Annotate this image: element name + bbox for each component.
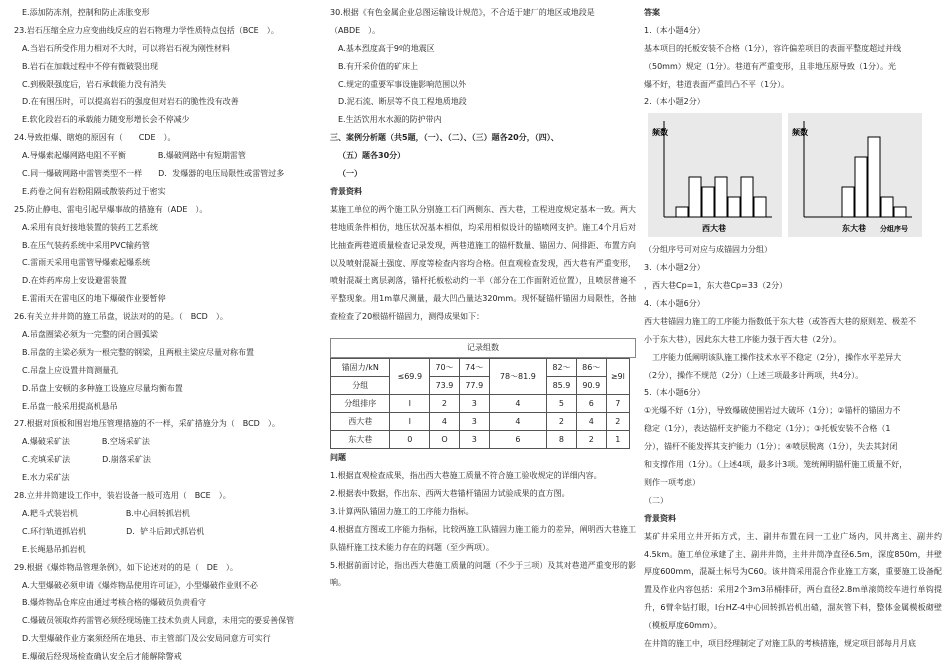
answer-line: 2.（本小题2分） xyxy=(644,97,705,107)
column-right xyxy=(644,4,942,653)
table-header-cell: 分组 xyxy=(331,377,390,395)
answer-line: 基本项目的托板安装不合格（1分），容许偏差项目的表面平整度超过并线 xyxy=(644,43,902,53)
left-col-line: E.雷雨天在雷电区的地下爆破作业要暂停 xyxy=(22,294,166,304)
questions-list xyxy=(330,467,636,592)
mid-col-line: B.有开采价值的矿床上 xyxy=(338,61,419,71)
question-item: 3.计算两队锚固力施工的工序能力指标。 xyxy=(330,506,474,516)
left-col-line: C.充填采矿法 D.崩落采矿法 xyxy=(22,455,151,465)
left-col-line: B.吊盘的主梁必须为一根完整的钢梁，且两根主梁应尽量对称布置 xyxy=(22,347,255,357)
left-col-line: E.软化段岩石的承载能力随变形增长会不停减少 xyxy=(22,115,190,125)
y-axis-label: 频数 xyxy=(652,128,668,138)
mid-col-line: 30.根据《有色金属企业总图运输设计规范》，不合适于建厂的地区或地段是 xyxy=(330,8,595,17)
table-title: 记录组数 xyxy=(330,338,636,358)
answer-line: ，西大巷Cp=1，东大巷Cp=33（2分） xyxy=(644,281,788,291)
table-cell: 4 xyxy=(489,395,546,413)
questions-label: 问题 xyxy=(330,453,346,463)
left-col-line: D.大型爆破作业方案须经所在地县、市主管部门及公安局同意方可实行 xyxy=(22,634,271,644)
table-cell: 4 xyxy=(489,413,546,431)
left-col-line: A.大型爆破必须申请《爆炸物品使用许可证》，小型爆破作业则不必 xyxy=(22,580,258,590)
table-row xyxy=(331,395,630,413)
left-col-line: C.同一爆破网路中雷管类型不一样 D．发爆器的电压局限性或雷管过多 xyxy=(22,169,285,179)
answer-block-b xyxy=(644,259,942,509)
left-col-line: 29.根据《爆炸物品管理条例》，如下论述对的的是（ DE ）。 xyxy=(14,562,238,572)
background-text-2-tail: 在井筒的施工中，项目经理制定了对施工队的考核措施，规定项目部每月月底 xyxy=(644,639,916,649)
table-cell: 3 xyxy=(459,431,489,449)
left-col-line: C.爆破员领取炸药雷管必须经现场施工技术负责人同意，未用完的要妥善保管 xyxy=(22,616,295,626)
table-header-cell: 锚固力/kN xyxy=(331,359,390,377)
histogram-west xyxy=(648,113,782,237)
left-col-line: C.吊盘上应设置井筒测量孔 xyxy=(22,365,119,375)
left-col-line: E.水力采矿法 xyxy=(22,473,70,483)
answer-line: 爆不好，巷道表面严重凹凸不平（1分）。 xyxy=(644,79,790,89)
table-header-cell: ≥9l xyxy=(606,359,629,395)
table-cell: 4 xyxy=(576,413,606,431)
table-cell: 2 xyxy=(547,413,577,431)
x-axis-label: 分组序号 xyxy=(880,225,908,234)
left-col-line: 25.防止静电、雷电引起早爆事故的措施有（ADE ）。 xyxy=(14,204,208,214)
table-header-cell: 85.9 xyxy=(547,377,577,395)
table-cell: 3 xyxy=(459,413,489,431)
table-header-cell: 77.9 xyxy=(459,377,489,395)
answer-heading: 答案 xyxy=(644,8,660,17)
answer-line: （50mm）规定（1分）。巷道有严重变形，且非地压原导致（1分）。光 xyxy=(644,61,896,71)
question-item: 4.根据直方图或工序能力指标，比较两施工队锚固力施工能力的差异，阐明西大巷施工队锚杆施工技术能力存在的问题（至少两项）。 xyxy=(330,524,636,552)
table-row xyxy=(331,359,630,377)
answer-line: 则作一项考虑） xyxy=(644,477,700,487)
histogram-bar xyxy=(881,197,893,217)
mid-col-line: C.规定的重要军事设施影响范围以外 xyxy=(338,79,467,89)
answer-line: 和支撑作用（1分）。（上述4项，最多计3项。笼统阐明锚杆施工质量不好， xyxy=(644,460,908,470)
column-middle xyxy=(330,4,636,592)
table-cell: 5 xyxy=(547,395,577,413)
case-label: （一） xyxy=(338,169,362,179)
answer-line: 稳定（1分），表达锚杆支护能力不稳定（1分）；③托板安装不合格（1 xyxy=(644,424,891,434)
table-cell: I xyxy=(390,413,430,431)
left-col-line: B.爆炸物品仓库应由通过考核合格的爆破员负责看守 xyxy=(22,598,207,608)
mid-col-line: A.基本烈度高于9º的地震区 xyxy=(338,43,435,53)
answer-line: 5.（本小题6分） xyxy=(644,388,705,398)
left-col-line: 28.立井井筒建设工作中，装岩设备一般可选用（ BCE ）。 xyxy=(14,491,231,501)
chart-title: 西大巷 xyxy=(702,224,726,234)
histogram-bar xyxy=(728,197,740,217)
left-col-line: 27.根据对顶板和围岩地压管理措施的不一样，采矿措施分为（ BCD ）。 xyxy=(14,419,280,429)
background-label-2: 背景资料 xyxy=(644,513,676,523)
question-item: 1.根据直观检查成果，指出西大巷施工质量不符合施工验收规定的详细内容。 xyxy=(330,471,602,481)
table-header-cell: 70～ xyxy=(430,359,460,377)
answer-line: （2分），操作不规范（2分）（上述三项最多计两项，共4分）。 xyxy=(644,370,864,380)
question-item: 2.根据表中数据，作出东、西两大巷锚杆锚固力试验成果的直方图。 xyxy=(330,488,570,498)
histogram-bar xyxy=(754,197,766,217)
table-cell: 3 xyxy=(459,395,489,413)
histogram-bar xyxy=(715,177,727,217)
answer-line: 西大巷锚固力施工的工序能力指数低于东大巷（或答西大巷的原则差、极差不 xyxy=(644,316,916,326)
histogram-bar xyxy=(702,187,714,217)
histogram-pair xyxy=(648,113,942,237)
answer-line: ①光爆不好（1分），导致爆破使围岩过大破坏（1分）；②锚杆的锚固力不 xyxy=(644,406,901,416)
column-left xyxy=(14,4,310,666)
left-col-line: C.环行轨道抓岩机 D．铲斗后卸式抓岩机 xyxy=(22,526,205,536)
table-cell: 7 xyxy=(606,395,629,413)
anchor-force-table xyxy=(330,358,630,449)
chart-note: （分组序号可对应与成锚固力分组） xyxy=(644,245,772,255)
answer-line: 1.（本小题4分） xyxy=(644,25,705,35)
left-col-line: E.长绳悬吊抓岩机 xyxy=(22,544,86,554)
histogram-bar xyxy=(689,177,701,217)
left-col-line: E.吊盘一般采用提高机悬吊 xyxy=(22,401,118,411)
left-col-line: A.耙斗式装岩机 B.中心回转抓岩机 xyxy=(22,508,190,518)
histogram-bar xyxy=(842,187,854,217)
table-cell: 8 xyxy=(547,431,577,449)
table-header-cell: 74～ xyxy=(459,359,489,377)
left-col-line: C.到极限强度后，岩石承载能力没有消失 xyxy=(22,79,167,89)
answer-block-a xyxy=(644,22,942,111)
table-cell: 2 xyxy=(576,431,606,449)
left-col-line: 23.岩石压缩全应力应变曲线反应的岩石物理力学性质特点包括（BCE ）。 xyxy=(14,25,279,35)
section-heading-cont: （五）题各30分） xyxy=(338,151,406,161)
answer-line: 工序能力低阐明该队施工操作技术水平不稳定（2分），操作水平差异大 xyxy=(644,352,902,362)
background-label: 背景资料 xyxy=(330,186,362,196)
chart-background xyxy=(648,113,782,237)
answer-line: （二） xyxy=(644,495,668,505)
question-item: 5.根据前面讨论，指出西大巷施工质量的问题（不少于三项）及其对巷道严重变形的影响。 xyxy=(330,560,636,588)
left-col-line: A.导爆索起爆网路电阻不平衡 B.爆破网路中有短期雷管 xyxy=(22,151,246,161)
left-col-line: A.爆破采矿法 B.空场采矿法 xyxy=(22,437,150,447)
table-row-label: 东大巷 xyxy=(331,431,390,449)
mid-col-line: D.泥石流、断层等不良工程地质地段 xyxy=(338,97,467,107)
histogram-bar xyxy=(741,177,753,217)
table-cell: 2 xyxy=(430,395,460,413)
table-cell: 0 xyxy=(390,431,430,449)
left-col-line: D.在炸药库房上安设避雷装置 xyxy=(22,276,127,286)
left-col-line: D.在有围压时，可以提高岩石的强度但对岩石的脆性没有改善 xyxy=(22,97,239,107)
table-header-cell: 86～ xyxy=(576,359,606,377)
histogram-east xyxy=(788,113,922,237)
table-header-cell: 90.9 xyxy=(576,377,606,395)
left-col-line: 26.有关立井井筒的施工吊盘，说法对的的是。（ BCD ）。 xyxy=(14,312,228,322)
section-heading: 三、案例分析题（共5题，（一）、（二）、（三）题各20分，（四）、 xyxy=(330,133,559,143)
answer-line: 分），锚杆不能发挥其支护能力（1分）；④喷层脱离（1分），失去其封闭 xyxy=(644,442,898,452)
y-axis-label: 频数 xyxy=(792,128,808,138)
left-col-line: E.药卷之间有岩粉阻隔或散装药过于密实 xyxy=(22,186,166,196)
table-row xyxy=(331,377,630,395)
table-cell: I xyxy=(390,395,430,413)
histogram-bar xyxy=(676,207,688,217)
table-row xyxy=(331,431,630,449)
table-row-label: 西大巷 xyxy=(331,413,390,431)
table-header-cell: 73.9 xyxy=(430,377,460,395)
table-header-cell: 78～81.9 xyxy=(489,359,546,395)
table-cell: 4 xyxy=(430,413,460,431)
table-row xyxy=(331,413,630,431)
table-cell: 6 xyxy=(576,395,606,413)
answer-line: 小于东大巷），因此东大巷工序能力强于西大巷（2分）。 xyxy=(644,334,842,344)
chart-title: 东大巷 xyxy=(842,224,866,234)
left-col-line: B.在压气装药系统中采用PVC输药管 xyxy=(22,240,150,250)
left-col-line: A.吊盘圈梁必须为一完整的闭合圆弧梁 xyxy=(22,330,158,340)
answer-line: 4.（本小题6分） xyxy=(644,299,705,309)
answer-line: 3.（本小题2分） xyxy=(644,263,705,273)
left-col-line: E.爆破后经现场检查确认安全后才能解除警戒 xyxy=(22,652,182,662)
histogram-bar xyxy=(855,157,867,217)
left-col-line: E.添加防冻剂，控制和防止冻胀变形 xyxy=(22,8,150,17)
histogram-bar xyxy=(894,207,906,217)
background-text-2: 某矿井采用立井开拓方式，主、副井布置在同一工业广场内，风井离主、副井约4.5km。施工单位承建了主、副井井筒，主井井筒净直径6.5m，深度850m，井壁厚度600mm，混凝土标号为C60。该井筒采用混合作业施工方案，重要施工设备配置及作业内容包括：采用2个3m3吊桶排矸，两台直径2.8m单滚筒绞车进行单钩提升，6臂伞钻打眼，Ⅰ台HZ-4中心回转抓岩机出碴，溜灰管下料，整体金属模板砌壁（模板厚度60mm）。 xyxy=(644,531,942,631)
background-text: 某施工单位的两个施工队分别施工石门两侧东、西大巷，工程进度规定基本一致。两大巷地质条件相仿，地压状况基本相似，均采用相似设计的锚喷网支护。施工4个月后对比抽查两巷道质量检查记录发现，两巷道施工的锚杆数量、锚固力、间排距、布置方向以及喷射混凝土强度、厚度等检查内容均合格。但直观检查发现，西大巷有严重变形，喷射混凝土离层剥落，锚杆托板松动约一半（部分在工作面附近位置），且喷层普遍不平整现象。用1m靠尺测量，最大凹凸量达320mm。现怀疑锚杆锚固力局限性，各抽查检查了20根锚杆锚固力，测得成果如下： xyxy=(330,204,636,322)
table-header-cell: 82～ xyxy=(547,359,577,377)
table-cell: O xyxy=(430,431,460,449)
table-cell: 6 xyxy=(489,431,546,449)
mid-col-line: （ABDE ）。 xyxy=(330,25,381,35)
table-cell: 1 xyxy=(606,431,629,449)
left-col-line: A.采用有良好接地装置的装药工艺系统 xyxy=(22,222,158,232)
left-col-line: A.当岩石所受作用力相对不大时，可以将岩石视为刚性材料 xyxy=(22,43,230,53)
table-cell: 2 xyxy=(606,413,629,431)
mid-col-line: E.生活饮用水水源的防护带内 xyxy=(338,115,442,125)
left-col-line: C.雷雨天采用电雷管导爆索起爆系统 xyxy=(22,258,151,268)
left-col-line: 24.导致拒爆、瞎炮的原因有（ CDE ）。 xyxy=(14,133,176,143)
table-row-label: 分组排序 xyxy=(331,395,390,413)
table-header-cell: ≤69.9 xyxy=(390,359,430,395)
left-col-line: B.岩石在加载过程中不停有微破裂出现 xyxy=(22,61,159,71)
question-30-block xyxy=(330,4,636,129)
histogram-bar xyxy=(868,137,880,217)
left-col-line: D.吊盘上安顿的多种施工设施应尽量均衡布置 xyxy=(22,383,183,393)
